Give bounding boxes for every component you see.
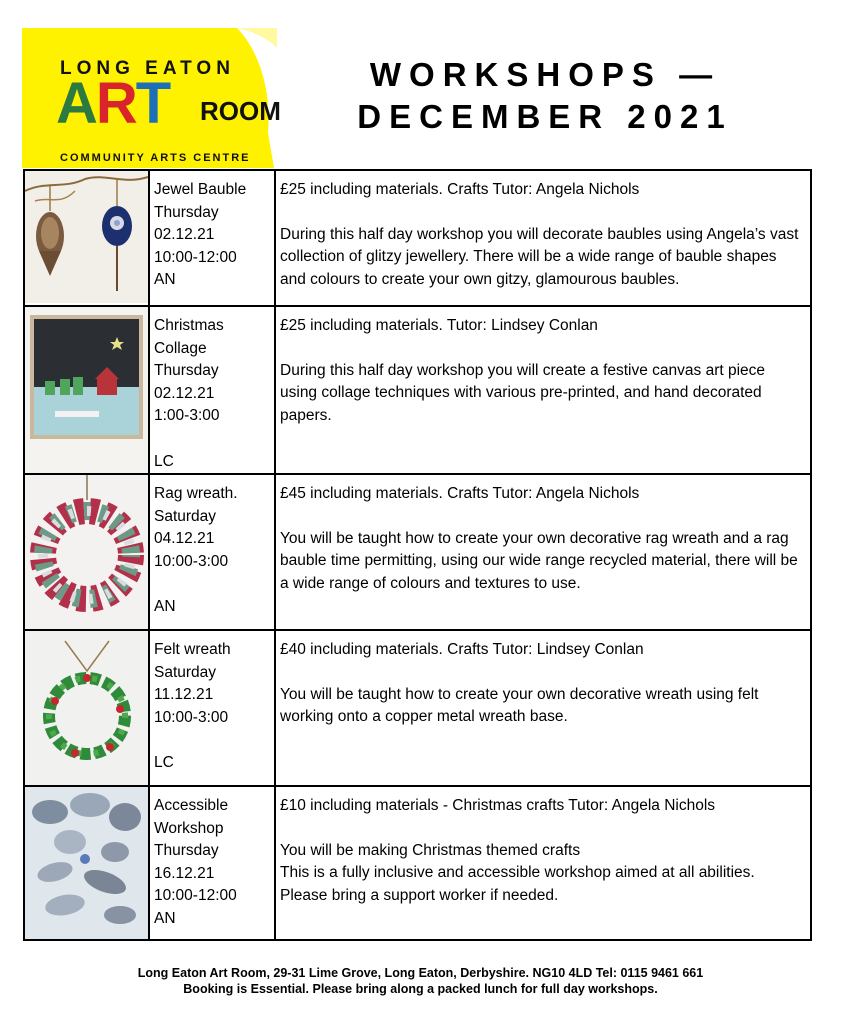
rag-wreath-photo xyxy=(25,475,150,629)
page-title xyxy=(330,54,760,138)
workshop-date: 02.12.21 xyxy=(154,226,215,244)
logo-top-text: LONG EATON xyxy=(60,58,235,79)
workshop-day: Saturday xyxy=(154,663,217,681)
workshop-info xyxy=(150,631,276,785)
workshop-price-line: £45 including materials. Crafts Tutor: Angela Nichols xyxy=(280,485,640,502)
logo-art-text xyxy=(56,71,170,136)
footer-address: Long Eaton Art Room, 29-31 Lime Grove, Long Eaton, Derbyshire. NG10 4LD Tel: 0115 9461 661 xyxy=(137,966,704,980)
workshop-day: Thursday xyxy=(154,362,219,380)
workshop-price-line: £10 including materials - Christmas crafts Tutor: Angela Nichols xyxy=(280,797,716,814)
workshops-table xyxy=(23,169,812,941)
workshop-info xyxy=(150,171,276,305)
workshop-info xyxy=(150,787,276,939)
pine-cones-photo xyxy=(25,787,150,939)
table-row xyxy=(25,629,810,785)
workshop-info xyxy=(150,307,276,473)
christmas-collage-photo xyxy=(25,307,150,473)
workshop-tutor-initials: LC xyxy=(154,753,174,771)
workshop-time: 1:00-3:00 xyxy=(154,407,220,425)
workshop-date: 04.12.21 xyxy=(154,530,215,548)
workshop-description-cell xyxy=(276,631,810,785)
table-row xyxy=(25,171,810,305)
table-row xyxy=(25,305,810,473)
logo-bottom-text: COMMUNITY ARTS CENTRE xyxy=(60,152,251,164)
footer-booking-note: Booking is Essential. Please bring along a packed lunch for full day workshops. xyxy=(183,982,658,996)
workshop-tutor-initials: AN xyxy=(154,597,176,615)
workshop-title-line-2: Workshop xyxy=(154,819,224,837)
title-line-2: DECEMBER 2021 xyxy=(357,98,733,135)
workshop-description: You will be taught how to create your own decorative rag wreath and a rag bauble time permitting, using our wide range recycled material, there will be a wide range of colours and textures to use. xyxy=(280,529,798,592)
workshop-date: 11.12.21 xyxy=(154,686,214,704)
workshop-date: 16.12.21 xyxy=(154,864,215,882)
workshop-time: 10:00-3:00 xyxy=(154,708,229,726)
art-room-logo xyxy=(22,28,281,168)
logo-letter-a: A xyxy=(56,71,96,136)
workshop-title: Christmas xyxy=(154,317,224,334)
workshop-title: Accessible xyxy=(154,797,229,814)
workshop-title: Rag wreath. xyxy=(154,485,238,502)
table-row xyxy=(25,785,810,939)
workshop-title: Jewel Bauble xyxy=(154,181,247,198)
workshop-description: During this half day workshop you will create a festive canvas art piece using collage techniques with various pre-printed, and hand decorated papers. xyxy=(280,361,766,424)
workshop-price-line: £25 including materials. Tutor: Lindsey Conlan xyxy=(280,317,598,334)
workshop-day: Saturday xyxy=(154,507,217,525)
workshop-tutor-initials: AN xyxy=(154,909,176,927)
workshop-day: Thursday xyxy=(154,842,219,860)
jewel-bauble-photo xyxy=(25,171,150,305)
title-line-1: WORKSHOPS — xyxy=(369,56,721,93)
logo-room-text: ROOM xyxy=(200,96,281,126)
logo-letter-r: R xyxy=(95,71,136,136)
workshop-price-line: £25 including materials. Crafts Tutor: Angela Nichols xyxy=(280,181,640,198)
table-row xyxy=(25,473,810,629)
workshop-tutor-initials: AN xyxy=(154,271,176,289)
workshop-description-cell xyxy=(276,475,810,629)
workshop-description-line: This is a fully inclusive and accessible workshop aimed at all abilities. xyxy=(280,864,755,882)
workshop-tutor-initials: LC xyxy=(154,452,174,470)
logo-letter-t: T xyxy=(135,71,170,136)
workshop-description-line: Please bring a support worker if needed. xyxy=(280,886,559,904)
footer xyxy=(0,965,841,997)
workshop-time: 10:00-3:00 xyxy=(154,552,229,570)
workshop-time: 10:00-12:00 xyxy=(154,887,237,905)
workshop-description: You will be taught how to create your own decorative wreath using felt working onto a copper metal wreath base. xyxy=(280,685,759,726)
workshop-title-line-2: Collage xyxy=(154,339,207,357)
workshop-title: Felt wreath xyxy=(154,641,231,658)
workshop-date: 02.12.21 xyxy=(154,384,215,402)
workshop-day: Thursday xyxy=(154,203,219,221)
workshop-description-cell xyxy=(276,171,810,305)
workshop-description: During this half day workshop you will decorate baubles using Angela’s vast collection of glitzy jewellery. There will be a wide range of bauble shapes and colours to create your own gitzy, glamourous baubles. xyxy=(280,225,799,288)
workshop-description-cell xyxy=(276,307,810,473)
felt-wreath-photo xyxy=(25,631,150,785)
workshop-description-cell xyxy=(276,787,810,939)
workshop-time: 10:00-12:00 xyxy=(154,248,237,266)
workshop-info xyxy=(150,475,276,629)
workshop-description-line: You will be making Christmas themed crafts xyxy=(280,841,581,859)
workshop-price-line: £40 including materials. Crafts Tutor: Lindsey Conlan xyxy=(280,641,644,658)
